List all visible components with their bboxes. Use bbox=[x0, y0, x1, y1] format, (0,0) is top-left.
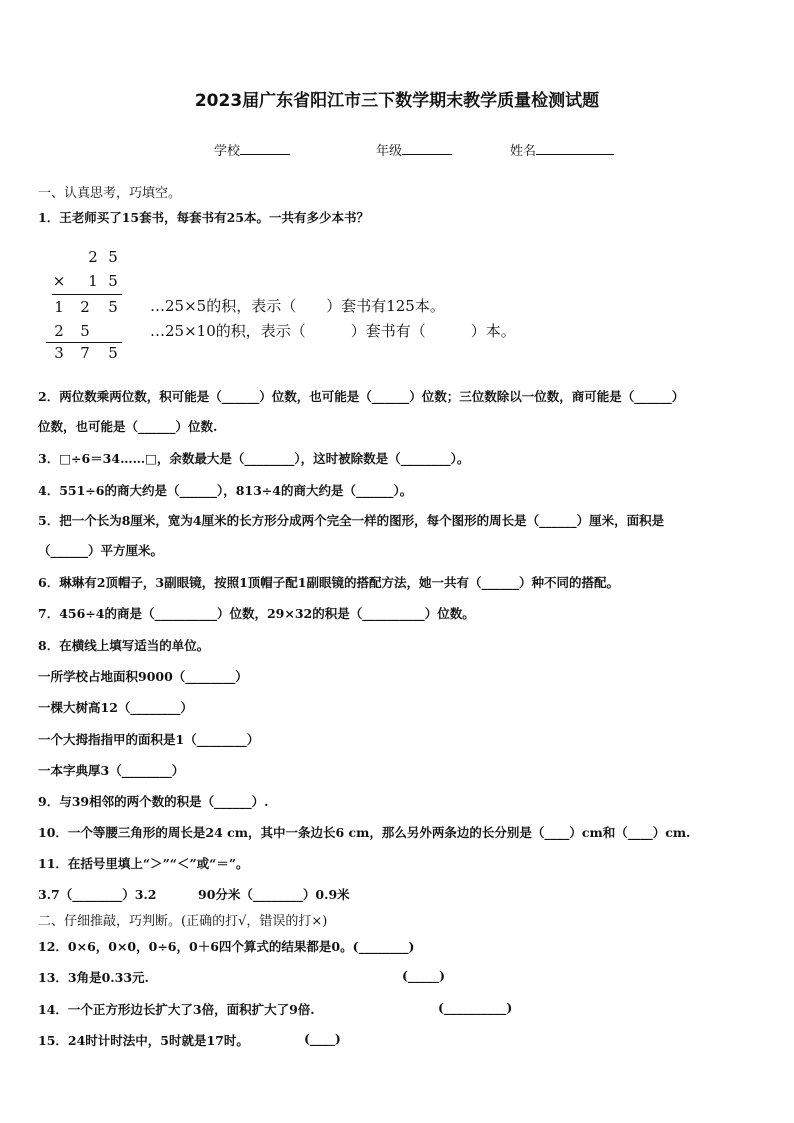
question-5: 5．把一个长为8厘米，宽为4厘米的长方形分成两个完全一样的图形，每个图形的周长是（______）厘米，面积是 bbox=[38, 513, 665, 528]
calc-digit: 5 bbox=[108, 272, 118, 290]
calc-digit: 2 bbox=[54, 322, 64, 340]
calc-note-2: …25×10的积，表示（ ）套书有（ ）本。 bbox=[150, 322, 516, 340]
question-13: 13．3角是0.33元. bbox=[38, 970, 149, 985]
section-2-heading: 二、仔细推敲，巧判断。(正确的打√，错误的打×) bbox=[38, 914, 328, 929]
calc-digit: 7 bbox=[80, 344, 90, 362]
name-label: 姓名 bbox=[510, 144, 537, 159]
grade-blank[interactable] bbox=[402, 142, 452, 155]
question-8-item: 一本字典厚3（________） bbox=[38, 763, 185, 778]
question-7: 7．456÷4的商是（__________）位数，29×32的积是（__________）位数。 bbox=[38, 606, 475, 621]
grade-label: 年级 bbox=[376, 144, 403, 159]
name-field bbox=[510, 140, 614, 159]
question-14: 14．一个正方形边长扩大了3倍，面积扩大了9倍. bbox=[38, 1002, 315, 1017]
calc-digit: 2 bbox=[88, 248, 98, 266]
calc-digit: 5 bbox=[108, 344, 118, 362]
calc-digit: 1 bbox=[54, 298, 64, 316]
question-9: 9．与39相邻的两个数的积是（______）. bbox=[38, 794, 269, 809]
vertical-multiplication bbox=[38, 244, 168, 369]
calc-note-1: …25×5的积，表示（ ）套书有125本。 bbox=[150, 297, 445, 315]
question-8-item: 一所学校占地面积9000（________） bbox=[38, 669, 248, 684]
question-8-item: 一个大拇指指甲的面积是1（________） bbox=[38, 732, 260, 747]
question-13-answer: (_____) bbox=[402, 968, 446, 983]
section-1-heading: 一、认真思考，巧填空。 bbox=[38, 186, 182, 201]
question-6: 6．琳琳有2顶帽子，3副眼镜，按照1顶帽子配1副眼镜的搭配方法，她一共有（______）种不同的搭配。 bbox=[38, 575, 619, 590]
question-15-answer: (____) bbox=[304, 1031, 341, 1046]
school-blank[interactable] bbox=[240, 142, 290, 155]
question-10: 10．一个等腰三角形的周长是24 cm，其中一条边长6 cm，那么另外两条边的长分别是（____）cm和（____）cm. bbox=[38, 825, 691, 840]
calc-digit: 5 bbox=[80, 322, 90, 340]
times-sign: × bbox=[52, 272, 66, 290]
calc-rule bbox=[46, 342, 122, 343]
name-blank[interactable] bbox=[536, 142, 614, 155]
school-label: 学校 bbox=[214, 144, 241, 159]
question-2-cont: 位数，也可能是（______）位数. bbox=[38, 419, 218, 434]
question-1: 1．王老师买了15套书，每套书有25本。一共有多少本书？ bbox=[38, 210, 369, 225]
question-15: 15．24时计时法中，5时就是17时。 bbox=[38, 1033, 249, 1048]
calc-digit: 2 bbox=[80, 298, 90, 316]
question-11-compare-a: 3.7（________）3.2 bbox=[38, 887, 157, 902]
school-field bbox=[214, 140, 290, 159]
question-11: 11．在括号里填上“＞”“＜”或“＝”。 bbox=[38, 856, 249, 871]
question-3: 3．□÷6＝34……□，余数最大是（________），这时被除数是（________）。 bbox=[38, 451, 470, 466]
grade-field bbox=[376, 140, 452, 159]
question-8: 8．在横线上填写适当的单位。 bbox=[38, 638, 210, 653]
question-8-item: 一棵大树高12（________） bbox=[38, 700, 193, 715]
question-11-compare-b: 90分米（________）0.9米 bbox=[198, 887, 350, 902]
calc-digit: 1 bbox=[88, 272, 98, 290]
question-14-answer: (__________) bbox=[438, 1000, 513, 1015]
calc-digit: 5 bbox=[108, 298, 118, 316]
calc-digit: 3 bbox=[54, 344, 64, 362]
page-title: 2023届广东省阳江市三下数学期末教学质量检测试题 bbox=[194, 91, 600, 111]
calc-rule bbox=[52, 294, 122, 295]
question-2: 2．两位数乘两位数，积可能是（______）位数，也可能是（______）位数；三位数除以一位数，商可能是（______） bbox=[38, 389, 685, 404]
calc-digit: 5 bbox=[108, 248, 118, 266]
question-5-cont: （______）平方厘米。 bbox=[38, 543, 164, 558]
question-4: 4．551÷6的商大约是（______），813÷4的商大约是（______）。 bbox=[38, 483, 413, 498]
question-12: 12．0×6，0×0，0÷6，0＋6四个算式的结果都是0。(________) bbox=[38, 939, 415, 954]
